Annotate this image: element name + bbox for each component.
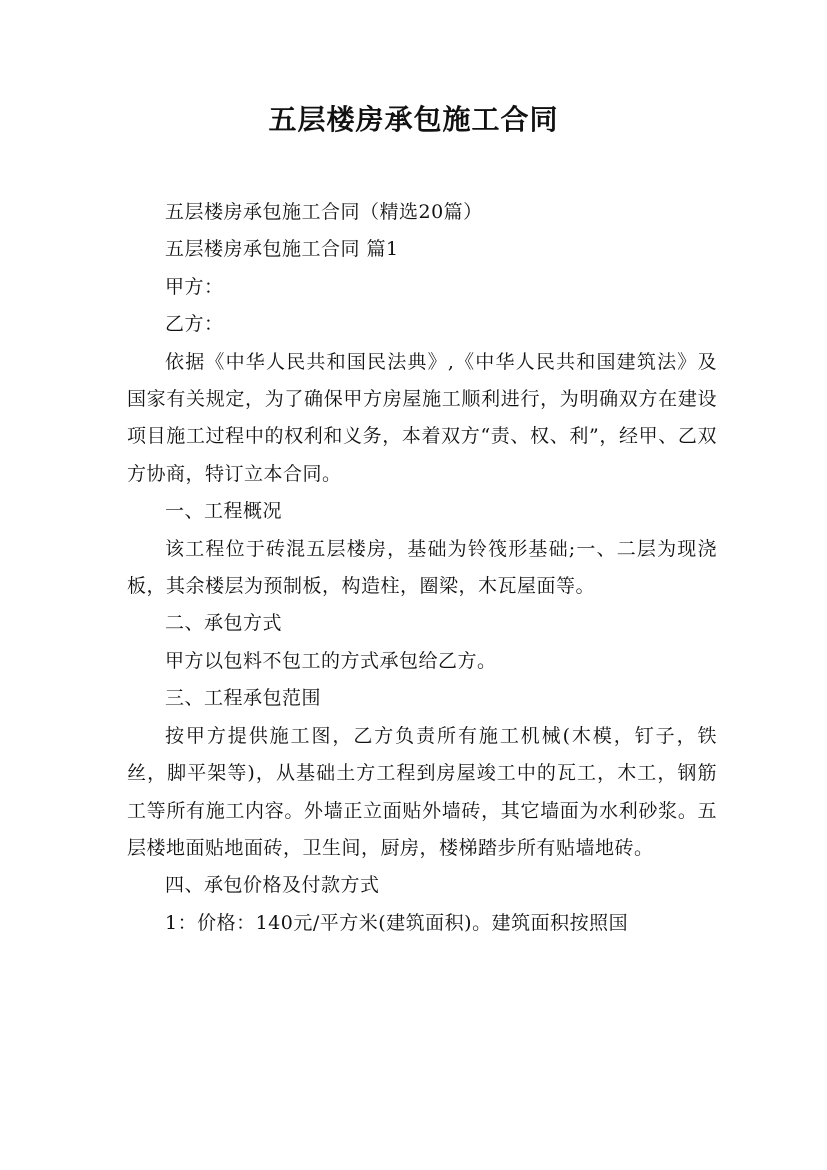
party-a-label: 甲方： xyxy=(165,275,224,298)
preamble-paragraph: 依据《中华人民共和国民法典》,《中华人民共和国建筑法》及国家有关规定，为了确保甲方房屋施工顺利进行，为明确双方在建设项目施工过程中的权利和义务，本着双方“责、权、利”，经甲、乙双方协商，特订立本合同。 xyxy=(127,350,717,485)
party-b-label: 乙方： xyxy=(165,313,224,336)
heading-contract-scope: 三、工程承包范围 xyxy=(165,687,322,710)
price-paragraph: 1：价格：140元/平方米(建筑面积)。建筑面积按照国 xyxy=(165,911,629,934)
document-body xyxy=(127,194,717,942)
heading-project-overview: 一、工程概况 xyxy=(165,500,283,523)
contract-method-paragraph: 甲方以包料不包工的方式承包给乙方。 xyxy=(165,649,497,672)
contract-scope-paragraph: 按甲方提供施工图，乙方负责所有施工机械(木模，钉子，铁丝，脚平架等)，从基础土方工程到房屋竣工中的瓦工，木工，钢筋工等所有施工内容。外墙正立面贴外墙砖，其它墙面为水利砂浆。五层楼地面贴地面砖，卫生间，厨房，楼梯踏步所有贴墙地砖。 xyxy=(127,724,717,859)
heading-contract-method: 二、承包方式 xyxy=(165,612,283,635)
document-title: 五层楼房承包施工合同 xyxy=(268,103,559,136)
heading-price-payment: 四、承包价格及付款方式 xyxy=(165,874,380,897)
subtitle-paragraph: 五层楼房承包施工合同（精选20篇） xyxy=(165,201,483,223)
section-heading: 五层楼房承包施工合同 篇1 xyxy=(165,238,399,261)
project-overview-paragraph: 该工程位于砖混五层楼房，基础为铃筏形基础;一、二层为现浇板，其余楼层为预制板，构造柱，圈梁，木瓦屋面等。 xyxy=(127,537,717,598)
